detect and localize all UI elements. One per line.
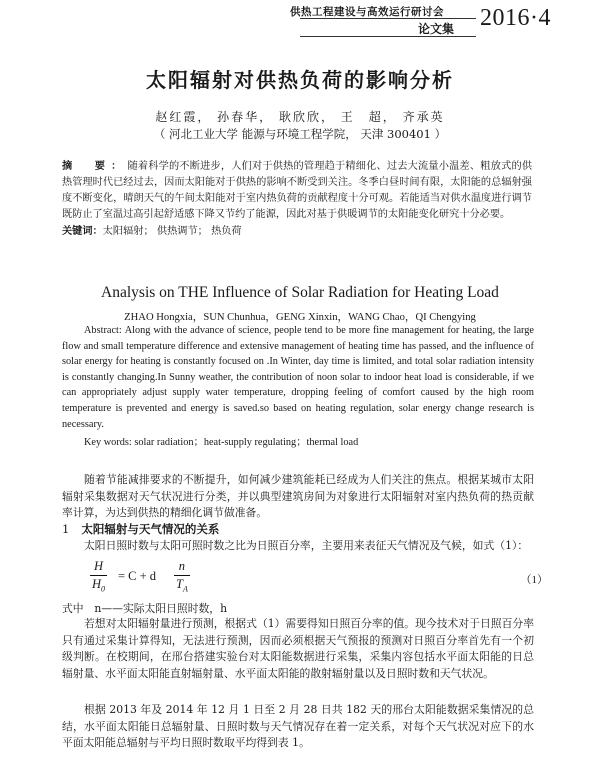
header-rule-bottom — [300, 36, 476, 37]
equation-rhs: = C + d — [118, 569, 157, 583]
abstract-chinese — [62, 158, 532, 223]
abstract-chinese-text: 随着科学的不断进步，人们对于供热的管理趋于精细化、过去大流量小温差、粗放式的供热管理时代已经过去，因而太阳能对于供热的影响不断受到关注。冬季白昼时间有限，太阳能的总辐射强度不断变化，晴朗天气的午间太阳能对于室内热负荷的贡献程度十分可观。若能适当对供水温度进行调节既防止了室温过高引起舒适感下降又节约了能源，因此对基于供暖调节的太阳能变化研究十分必要。 — [62, 161, 533, 220]
fraction-denominator-ta — [174, 577, 190, 594]
equation-number: （1） — [520, 574, 548, 586]
abstract-english-label: Abstract: — [84, 325, 122, 336]
section-1-paragraph-3: 根据 2013 年及 2014 年 12 月 1 日至 2 月 28 日共 182 天的邢台太阳能数据采集情况的总结，水平面太阳能日总辐射量、日照时数与天气情况存在着一定关系，对每个天气状况对应下的水平面太阳能总辐射与平均日照时数取平均得到表 1。 — [62, 703, 534, 749]
title-chinese: 太阳辐射对供热负荷的影响分析 — [146, 68, 454, 92]
section-1-paragraph-2: 若想对太阳辐射量进行预测，根据式（1）需要得知日照百分率的值。现今技术对于日照百分率只有通过采集计算得知，无法进行预测，因而必须根据天气预报的预测对日照百分率首先有一个初级判断。在校期间，在邢台搭建实验台对太阳能数据进行采集，采集内容包括水平面太阳能的日总辐射量、水平面太阳能直射辐射量、水平面太阳能的散射辐射量以及日照时数和天气状况。 — [62, 617, 534, 680]
keywords-english — [84, 433, 534, 448]
keywords-chinese — [62, 222, 532, 237]
abstract-english-text: Along with the advance of science, people tend to be more fine management for heating, the large flow and small temperature difference and extensive management of heating time has passed, and the influence of solar energy for heating is constantly focused on .In Winter, day time is limited, and total solar radiation intensity is constantly changing.In Sunny weather, the contribution of noon solar to indoor heat load is considerable, if we can appropriately adjust supply water temperature, dropping feeling of comfort caused by the high room temperature is prevented and energy is saved.so based on heating regulation, solar energy change research is necessary. — [62, 325, 534, 430]
keywords-english-text: solar radiation；heat-supply regulating；thermal load — [134, 437, 359, 448]
fraction-bar — [90, 575, 107, 576]
authors-english: ZHAO Hongxia，SUN Chunhua，GENG Xinxin，WANG Chao，QI Chengying — [124, 312, 476, 323]
ta-subscript: A — [182, 584, 188, 594]
header-rule-top — [300, 18, 476, 19]
authors-chinese: 赵红霞， 孙春华， 耿欣欣， 王 超， 齐承英 — [155, 110, 445, 124]
running-header — [0, 0, 600, 40]
h0-subscript: 0 — [101, 584, 106, 594]
header-year: 2016·4 — [480, 5, 551, 31]
intro-paragraph: 随着节能减排要求的不断提升，如何减少建筑能耗已经成为人们关注的焦点。根据某城市太阳辐射采集数据对天气状况进行分类，并以典型建筑房间为对象进行太阳辐射对室内热负荷的热贡献率计算，为达到供热的精细化调节做准备。 — [62, 473, 534, 519]
fraction-h-over-h0 — [90, 559, 107, 594]
title-english: Analysis on THE Influence of Solar Radiation for Heating Load — [101, 284, 499, 301]
section-1-paragraph-1: 太阳日照时数与太阳可照时数之比为日照百分率，主要用来表征天气情况及气候，如式（1）： — [84, 539, 529, 552]
section-1-number: 1 — [62, 522, 70, 536]
fraction-n-over-ta — [174, 559, 190, 594]
equation-where-clause: 式中 n——实际太阳日照时数，h — [62, 602, 228, 615]
h0-base: H — [92, 577, 102, 591]
header-series: 供热工程建设与高效运行研讨会 — [290, 6, 444, 18]
fraction-numerator-h: H — [94, 559, 104, 573]
section-1-heading — [62, 521, 219, 537]
affiliation-chinese: （ 河北工业大学 能源与环境工程学院， 天津 300401 ） — [153, 127, 447, 141]
equation-1 — [90, 557, 548, 599]
abstract-english — [62, 323, 534, 432]
fraction-numerator-n: n — [178, 559, 186, 573]
header-collection: 论文集 — [418, 22, 455, 36]
keywords-chinese-label: 关键词： — [62, 225, 103, 237]
keywords-chinese-text: 太阳辐射； 供热调节； 热负荷 — [102, 226, 242, 237]
keywords-english-label: Key words: — [84, 437, 132, 448]
fraction-denominator-h0 — [90, 577, 107, 594]
abstract-chinese-label: 摘 要： — [62, 160, 128, 172]
fraction-bar — [174, 575, 190, 576]
ta-base: T — [176, 577, 183, 591]
section-1-title: 太阳辐射与天气情况的关系 — [81, 522, 220, 536]
